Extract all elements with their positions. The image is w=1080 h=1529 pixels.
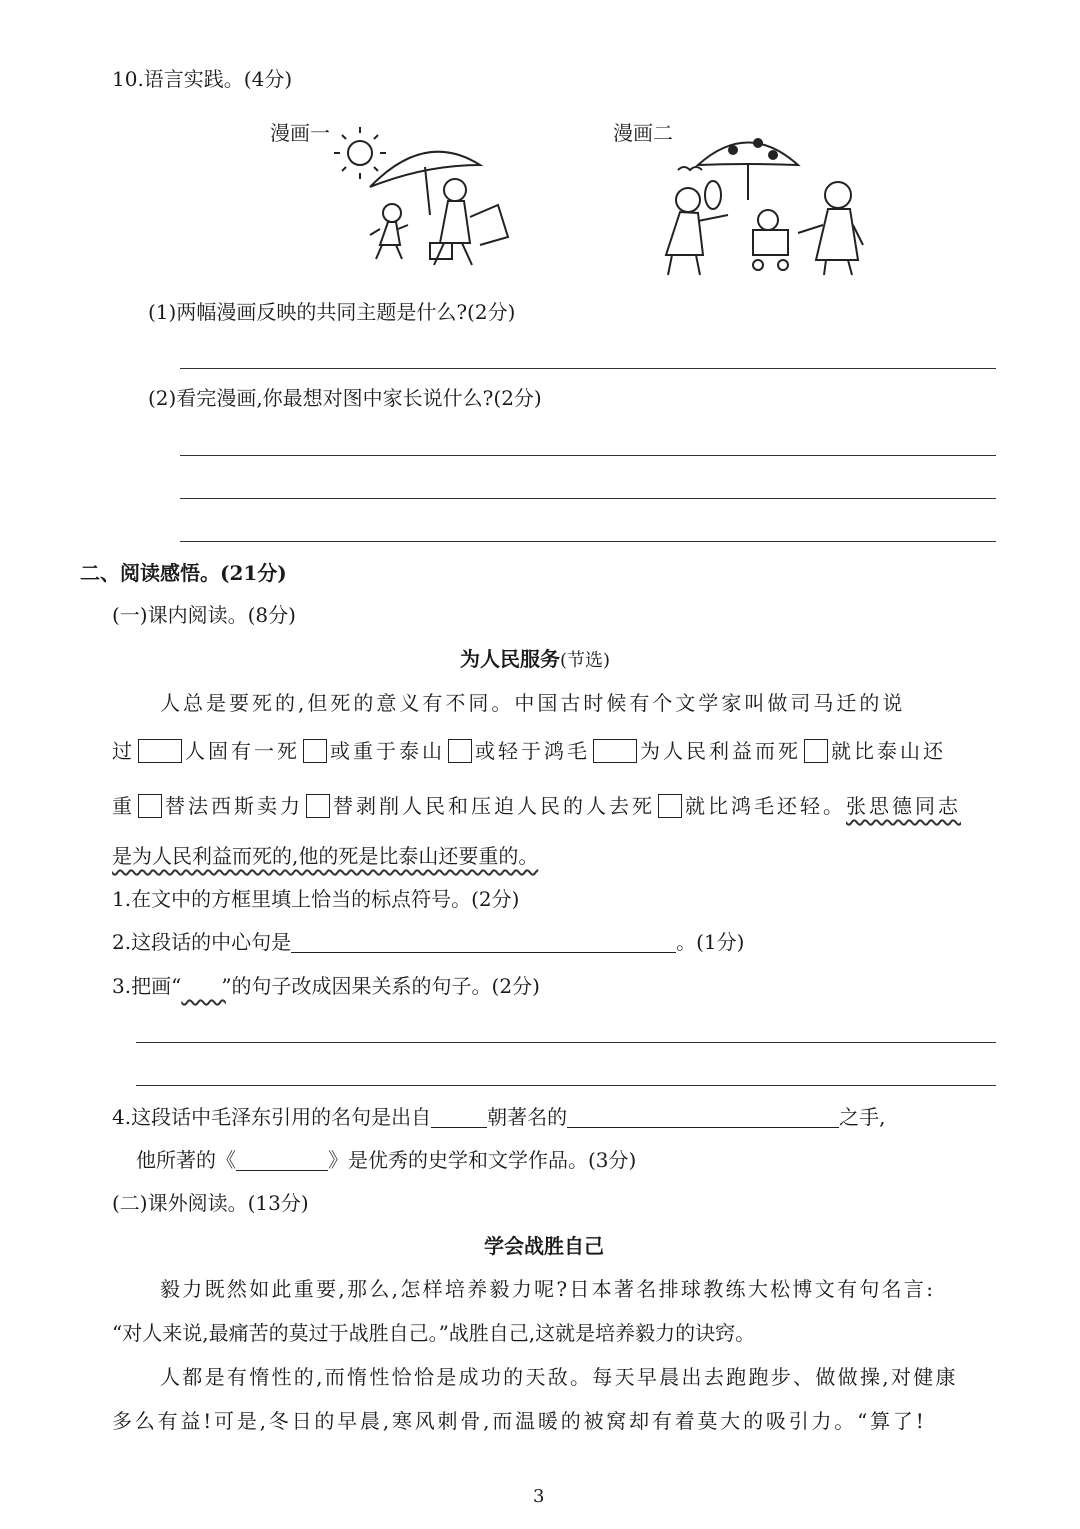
q4-blank-author[interactable] (567, 1105, 839, 1128)
punct-box[interactable] (303, 739, 327, 763)
cartoon2-illustration (648, 125, 888, 280)
q4-text-b: 朝著名的 (487, 1105, 568, 1129)
q10-sub1: (1)两幅漫画反映的共同主题是什么?(2分) (148, 300, 516, 324)
cartoon2-label: 漫画二 (613, 121, 673, 145)
passage1-line2 (112, 738, 946, 764)
answer-line-3[interactable] (180, 498, 996, 499)
q10-sub2: (2)看完漫画,你最想对图中家长说什么?(2分) (148, 386, 542, 410)
section2-title: 二、阅读感悟。(21分) (80, 561, 287, 585)
p1-seg: 人固有一死 (185, 739, 300, 763)
part1-title: (一)课内阅读。(8分) (112, 603, 296, 627)
q4-blank-dynasty[interactable] (431, 1105, 487, 1128)
p1-seg: 或轻于鸿毛 (475, 739, 590, 763)
punct-box[interactable] (448, 739, 472, 763)
q4-text-d: 他所著的《 (136, 1148, 236, 1172)
passage2-line4: 多么有益!可是,冬日的早晨,寒风刺骨,而温暖的被窝却有着莫大的吸引力。“算了! (112, 1409, 927, 1433)
p1-seg: 就比鸿毛还轻。 (685, 794, 846, 818)
passage1-title-main: 为人民服务 (460, 647, 560, 671)
p1-seg: 或重于泰山 (330, 739, 445, 763)
punct-box[interactable] (593, 739, 637, 763)
punct-box[interactable] (804, 739, 828, 763)
p1-seg: 重 (112, 794, 135, 818)
wavy-sentence-part1: 张思德同志 (846, 794, 961, 818)
answer-line-4[interactable] (180, 541, 996, 542)
passage1-line3 (112, 793, 961, 819)
punct-box[interactable] (658, 794, 682, 818)
passage2-line1: 毅力既然如此重要,那么,怎样培养毅力呢?日本著名排球教练大松博文有句名言: (160, 1277, 936, 1301)
cartoon1-label: 漫画一 (270, 121, 330, 145)
q2-points: 。(1分) (676, 930, 745, 954)
passage1-line1: 人总是要死的,但死的意义有不同。中国古时候有个文学家叫做司马迁的说 (160, 691, 906, 715)
passage2-line3: 人都是有惰性的,而惰性恰恰是成功的天敌。每天早晨出去跑跑步、做做操,对健康 (160, 1365, 958, 1389)
passage2-line2: “对人来说,最痛苦的莫过于战胜自己。”战胜自己,这就是培养毅力的诀窍。 (112, 1321, 756, 1345)
answer-line-1[interactable] (180, 368, 996, 369)
page-number: 3 (533, 1486, 545, 1507)
answer-line-5[interactable] (136, 1042, 996, 1043)
answer-line-2[interactable] (180, 455, 996, 456)
q3-text-a: 3.把画“ (112, 974, 182, 998)
q4-line1 (112, 1104, 885, 1130)
q3-text-b: ”的句子改成因果关系的句子。(2分) (221, 974, 540, 998)
passage1-title (460, 646, 610, 674)
passage1-title-note: (节选) (560, 650, 611, 671)
p1-seg: 过 (112, 739, 135, 763)
wavy-sentence-part2: 是为人民利益而死的,他的死是比泰山还要重的。 (112, 844, 539, 868)
passage2-title: 学会战胜自己 (484, 1234, 604, 1258)
q1: 1.在文中的方框里填上恰当的标点符号。(2分) (112, 887, 520, 911)
part2-title: (二)课外阅读。(13分) (112, 1191, 309, 1215)
q10-title: 10.语言实践。(4分) (112, 67, 293, 91)
q2-blank[interactable] (291, 930, 676, 953)
q2 (112, 929, 744, 955)
p1-seg: 就比泰山还 (831, 739, 946, 763)
passage1-line4 (112, 843, 538, 869)
p1-seg: 为人民利益而死 (640, 739, 801, 763)
p1-seg: 替法西斯卖力 (165, 794, 303, 818)
cartoon1-illustration (330, 125, 530, 275)
punct-box[interactable] (306, 794, 330, 818)
p1-seg: 替剥削人民和压迫人民的人去死 (333, 794, 655, 818)
q4-text-e: 》是优秀的史学和文学作品。(3分) (328, 1148, 637, 1172)
q3 (112, 973, 540, 999)
punct-box[interactable] (138, 739, 182, 763)
q4-blank-book[interactable] (236, 1148, 328, 1171)
q2-text: 2.这段话的中心句是 (112, 930, 292, 954)
q4-line2 (136, 1147, 636, 1173)
punct-box[interactable] (138, 794, 162, 818)
q4-text-c: 之手, (839, 1105, 886, 1129)
q4-text-a: 4.这段话中毛泽东引用的名句是出自 (112, 1105, 432, 1129)
q3-wavy-mark (181, 973, 221, 999)
answer-line-6[interactable] (136, 1085, 996, 1086)
